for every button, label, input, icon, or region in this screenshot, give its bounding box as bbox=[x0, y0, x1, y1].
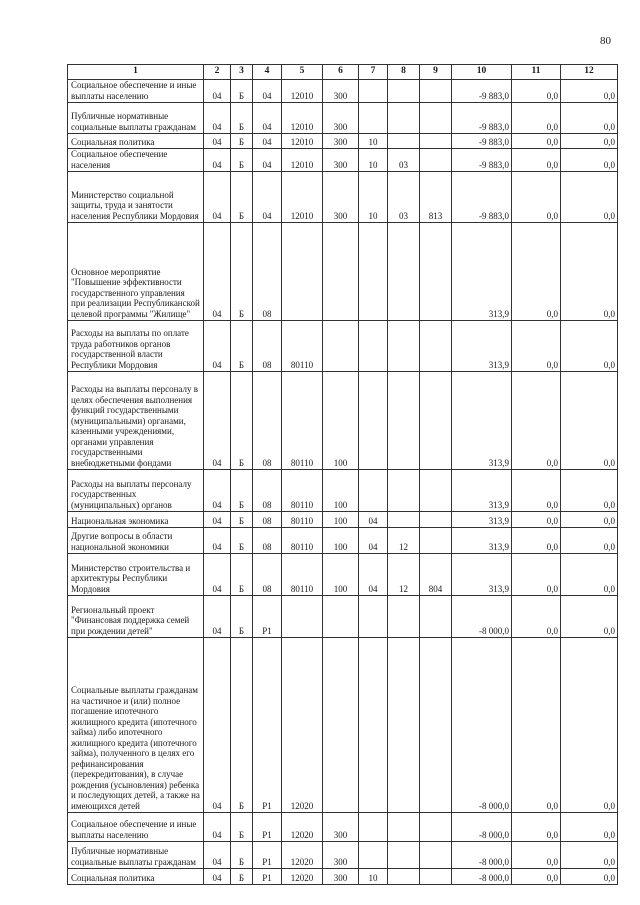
table-cell: 04 bbox=[204, 512, 231, 528]
table-cell: 0,0 bbox=[512, 172, 561, 223]
table-cell bbox=[388, 134, 420, 149]
header-row bbox=[68, 65, 618, 80]
table-cell bbox=[420, 528, 452, 554]
table-cell: 300 bbox=[323, 134, 359, 149]
table-cell: 0,0 bbox=[512, 528, 561, 554]
header-cell: 8 bbox=[388, 65, 420, 80]
table-cell: 10 bbox=[359, 149, 388, 172]
table-cell: 04 bbox=[204, 103, 231, 134]
table-cell: 313,9 bbox=[452, 223, 512, 321]
header-cell: 6 bbox=[323, 65, 359, 80]
table-row bbox=[68, 528, 618, 554]
row-label-cell: Публичные нормативные социальные выплаты гражданам bbox=[68, 842, 204, 869]
row-label-cell: Министерство строительства и архитектуры Республики Мордовия bbox=[68, 554, 204, 596]
table-cell: 04 bbox=[204, 372, 231, 470]
table-cell: 80110 bbox=[282, 512, 323, 528]
table-cell: 04 bbox=[253, 134, 282, 149]
table-cell bbox=[388, 470, 420, 512]
table-cell: -8 000,0 bbox=[452, 813, 512, 842]
table-cell: 80110 bbox=[282, 372, 323, 470]
table-cell: 0,0 bbox=[561, 223, 618, 321]
table-cell: Б bbox=[231, 470, 253, 512]
table-cell: 04 bbox=[204, 842, 231, 869]
table-cell bbox=[388, 80, 420, 103]
table-row bbox=[68, 596, 618, 638]
row-label-cell: Социальная политика bbox=[68, 134, 204, 149]
table-row bbox=[68, 149, 618, 172]
table-cell: 12 bbox=[388, 528, 420, 554]
table-cell: 08 bbox=[253, 223, 282, 321]
table-cell: 300 bbox=[323, 149, 359, 172]
table-row bbox=[68, 842, 618, 869]
row-label-cell: Расходы на выплаты персоналу государственных (муниципальных) органов bbox=[68, 470, 204, 512]
table-cell: 08 bbox=[253, 528, 282, 554]
table-cell: 04 bbox=[359, 528, 388, 554]
table-row bbox=[68, 80, 618, 103]
page-number: 80 bbox=[600, 35, 611, 47]
table-cell: 10 bbox=[359, 134, 388, 149]
table-cell: Б bbox=[231, 80, 253, 103]
table-cell bbox=[282, 596, 323, 638]
table-cell: P1 bbox=[253, 638, 282, 813]
table-cell: -8 000,0 bbox=[452, 842, 512, 869]
table-cell: 0,0 bbox=[561, 596, 618, 638]
header-cell: 10 bbox=[452, 65, 512, 80]
table-cell bbox=[388, 223, 420, 321]
table-cell bbox=[388, 638, 420, 813]
table-cell bbox=[359, 470, 388, 512]
header-cell: 9 bbox=[420, 65, 452, 80]
table-cell: 100 bbox=[323, 372, 359, 470]
table-cell: 300 bbox=[323, 103, 359, 134]
table-cell: 313,9 bbox=[452, 470, 512, 512]
table-cell: 0,0 bbox=[512, 842, 561, 869]
table-cell: 813 bbox=[420, 172, 452, 223]
table-cell bbox=[359, 321, 388, 372]
table-cell: 313,9 bbox=[452, 528, 512, 554]
table-cell: 0,0 bbox=[512, 470, 561, 512]
table-cell: Б bbox=[231, 638, 253, 813]
table-cell: Б bbox=[231, 172, 253, 223]
table-cell: 0,0 bbox=[512, 372, 561, 470]
table-row bbox=[68, 813, 618, 842]
table-cell: 313,9 bbox=[452, 512, 512, 528]
budget-table bbox=[67, 64, 618, 885]
table-cell: 0,0 bbox=[512, 512, 561, 528]
table-cell: 04 bbox=[204, 80, 231, 103]
table-cell bbox=[359, 372, 388, 470]
row-label-cell: Расходы на выплаты по оплате труда работников органов государственной власти Республики Мордовия bbox=[68, 321, 204, 372]
table-cell: 313,9 bbox=[452, 372, 512, 470]
table-cell: Б bbox=[231, 842, 253, 869]
table-cell bbox=[388, 596, 420, 638]
table-cell: -9 883,0 bbox=[452, 80, 512, 103]
table-cell: Б bbox=[231, 223, 253, 321]
table-cell: 04 bbox=[204, 596, 231, 638]
table-cell: 0,0 bbox=[561, 842, 618, 869]
table-cell: 0,0 bbox=[512, 223, 561, 321]
table-row bbox=[68, 470, 618, 512]
table-cell: 313,9 bbox=[452, 321, 512, 372]
table-cell bbox=[420, 470, 452, 512]
row-label-cell: Региональный проект "Финансовая поддержка семей при рождении детей" bbox=[68, 596, 204, 638]
header-cell: 4 bbox=[253, 65, 282, 80]
table-cell bbox=[323, 321, 359, 372]
table-cell: 80110 bbox=[282, 321, 323, 372]
table-cell: 04 bbox=[204, 134, 231, 149]
table-cell: 12020 bbox=[282, 813, 323, 842]
header-cell: 1 bbox=[68, 65, 204, 80]
table-cell: 10 bbox=[359, 869, 388, 885]
table-cell: 0,0 bbox=[512, 596, 561, 638]
table-cell: 300 bbox=[323, 813, 359, 842]
header-cell: 2 bbox=[204, 65, 231, 80]
table-row bbox=[68, 103, 618, 134]
table-cell: 0,0 bbox=[512, 149, 561, 172]
table-cell: -9 883,0 bbox=[452, 149, 512, 172]
table-cell: P1 bbox=[253, 869, 282, 885]
table-cell: 04 bbox=[253, 80, 282, 103]
table-cell: 04 bbox=[253, 149, 282, 172]
table-cell bbox=[359, 813, 388, 842]
table-cell bbox=[420, 596, 452, 638]
table-cell: 04 bbox=[204, 813, 231, 842]
table-cell: 04 bbox=[253, 172, 282, 223]
table-cell: 0,0 bbox=[561, 512, 618, 528]
table-cell: 0,0 bbox=[561, 172, 618, 223]
table-cell: 313,9 bbox=[452, 554, 512, 596]
table-row bbox=[68, 372, 618, 470]
row-label-cell: Социальные выплаты гражданам на частичное и (или) полное погашение ипотечного жилищного кредита (ипотечного займа) либо ипотечного жилищного кредита (ипотечного займа), полученного в целях его рефинансирования (перекредитования), в случае рождения (усыновления) ребенка и последующих детей, а также на имеющихся детей bbox=[68, 638, 204, 813]
table-cell: 12020 bbox=[282, 638, 323, 813]
row-label-cell: Социальная политика bbox=[68, 869, 204, 885]
table-cell: 0,0 bbox=[561, 103, 618, 134]
row-label-cell: Публичные нормативные социальные выплаты гражданам bbox=[68, 103, 204, 134]
table-cell: 08 bbox=[253, 321, 282, 372]
table-cell: 12010 bbox=[282, 149, 323, 172]
table-cell: 04 bbox=[204, 172, 231, 223]
table-row bbox=[68, 869, 618, 885]
table-cell: 0,0 bbox=[561, 813, 618, 842]
table-cell: 03 bbox=[388, 149, 420, 172]
table-cell: -8 000,0 bbox=[452, 596, 512, 638]
table-cell: 12010 bbox=[282, 172, 323, 223]
table-cell: 0,0 bbox=[561, 372, 618, 470]
table-cell: P1 bbox=[253, 842, 282, 869]
table-cell bbox=[359, 596, 388, 638]
table-cell: 12020 bbox=[282, 869, 323, 885]
table-cell: 03 bbox=[388, 172, 420, 223]
table-cell: 80110 bbox=[282, 554, 323, 596]
table-cell: 10 bbox=[359, 172, 388, 223]
table-cell: 12020 bbox=[282, 842, 323, 869]
table-cell bbox=[420, 869, 452, 885]
header-cell: 11 bbox=[512, 65, 561, 80]
row-label-cell: Расходы на выплаты персоналу в целях обеспечения выполнения функций государственными (муниципальными) органами, казенными учреждениями, органами управления государственными внебюджетными фондами bbox=[68, 372, 204, 470]
table-cell: 0,0 bbox=[561, 528, 618, 554]
table-cell: 04 bbox=[359, 512, 388, 528]
row-label-cell: Социальное обеспечение населения bbox=[68, 149, 204, 172]
row-label-cell: Другие вопросы в области национальной экономики bbox=[68, 528, 204, 554]
table-cell bbox=[388, 372, 420, 470]
table-cell: P1 bbox=[253, 596, 282, 638]
table-cell bbox=[323, 638, 359, 813]
table-cell bbox=[388, 103, 420, 134]
table-cell bbox=[359, 842, 388, 869]
table-cell: 0,0 bbox=[561, 134, 618, 149]
table-cell: -9 883,0 bbox=[452, 172, 512, 223]
table-cell bbox=[359, 638, 388, 813]
table-cell: Б bbox=[231, 528, 253, 554]
table-cell: Б bbox=[231, 372, 253, 470]
table-cell bbox=[420, 372, 452, 470]
row-label-cell: Министерство социальной защиты, труда и занятости населения Республики Мордовия bbox=[68, 172, 204, 223]
table-cell: P1 bbox=[253, 813, 282, 842]
table-cell: 12010 bbox=[282, 134, 323, 149]
table-cell: -8 000,0 bbox=[452, 869, 512, 885]
table-cell: 300 bbox=[323, 842, 359, 869]
table-cell: 300 bbox=[323, 172, 359, 223]
table-cell bbox=[420, 149, 452, 172]
table-cell: Б bbox=[231, 321, 253, 372]
table-cell: 100 bbox=[323, 528, 359, 554]
table-cell: 804 bbox=[420, 554, 452, 596]
table-row bbox=[68, 321, 618, 372]
table-row bbox=[68, 134, 618, 149]
table-cell: Б bbox=[231, 813, 253, 842]
table-row bbox=[68, 554, 618, 596]
table-cell: 04 bbox=[204, 321, 231, 372]
table-cell: -8 000,0 bbox=[452, 638, 512, 813]
table-cell: 04 bbox=[359, 554, 388, 596]
table-cell: Б bbox=[231, 512, 253, 528]
table-cell: 100 bbox=[323, 554, 359, 596]
table-cell bbox=[323, 596, 359, 638]
table-cell bbox=[388, 869, 420, 885]
table-cell: 0,0 bbox=[561, 321, 618, 372]
table-cell: 04 bbox=[204, 638, 231, 813]
table-cell bbox=[420, 512, 452, 528]
table-cell bbox=[282, 223, 323, 321]
table-cell bbox=[323, 223, 359, 321]
table-cell bbox=[420, 321, 452, 372]
table-cell: Б bbox=[231, 596, 253, 638]
table-cell: Б bbox=[231, 103, 253, 134]
table-row bbox=[68, 223, 618, 321]
table-cell bbox=[420, 80, 452, 103]
table-cell bbox=[420, 223, 452, 321]
table-cell: 0,0 bbox=[561, 80, 618, 103]
table-cell bbox=[420, 813, 452, 842]
header-cell: 3 bbox=[231, 65, 253, 80]
table-row bbox=[68, 512, 618, 528]
table-cell: 08 bbox=[253, 470, 282, 512]
table-cell: 08 bbox=[253, 554, 282, 596]
header-cell: 7 bbox=[359, 65, 388, 80]
table-cell: 0,0 bbox=[561, 638, 618, 813]
table-cell: 0,0 bbox=[512, 103, 561, 134]
table-cell: 0,0 bbox=[512, 638, 561, 813]
table-cell: 12 bbox=[388, 554, 420, 596]
table-cell: 0,0 bbox=[512, 813, 561, 842]
table-cell: 100 bbox=[323, 512, 359, 528]
row-label-cell: Национальная экономика bbox=[68, 512, 204, 528]
header-cell: 5 bbox=[282, 65, 323, 80]
table-cell: Б bbox=[231, 554, 253, 596]
table-cell: Б bbox=[231, 134, 253, 149]
table-cell: 04 bbox=[253, 103, 282, 134]
table-cell bbox=[359, 223, 388, 321]
table-cell: 0,0 bbox=[561, 149, 618, 172]
table-cell: 300 bbox=[323, 869, 359, 885]
table-cell: 04 bbox=[204, 869, 231, 885]
table-cell: 08 bbox=[253, 372, 282, 470]
table-cell: Б bbox=[231, 149, 253, 172]
table-cell: 100 bbox=[323, 470, 359, 512]
table-cell bbox=[420, 842, 452, 869]
table-cell: 12010 bbox=[282, 80, 323, 103]
table-cell: 12010 bbox=[282, 103, 323, 134]
table-cell: 0,0 bbox=[512, 554, 561, 596]
table-cell bbox=[388, 813, 420, 842]
table-cell: 0,0 bbox=[561, 869, 618, 885]
table-cell: 0,0 bbox=[512, 321, 561, 372]
table-cell: 0,0 bbox=[512, 134, 561, 149]
table-cell: 0,0 bbox=[561, 470, 618, 512]
table-cell: 300 bbox=[323, 80, 359, 103]
table-row bbox=[68, 172, 618, 223]
table-cell: 04 bbox=[204, 223, 231, 321]
table-cell bbox=[388, 512, 420, 528]
table-cell bbox=[359, 103, 388, 134]
table-cell: 04 bbox=[204, 528, 231, 554]
table-cell: 0,0 bbox=[561, 554, 618, 596]
table-cell bbox=[420, 638, 452, 813]
row-label-cell: Основное мероприятие "Повышение эффективности государственного управления при реализации Республиканской целевой программы "Жилище" bbox=[68, 223, 204, 321]
header-cell: 12 bbox=[561, 65, 618, 80]
table-row bbox=[68, 638, 618, 813]
table-cell: 80110 bbox=[282, 470, 323, 512]
table-cell: 04 bbox=[204, 554, 231, 596]
table-cell bbox=[420, 134, 452, 149]
table-cell: 04 bbox=[204, 149, 231, 172]
table-cell: Б bbox=[231, 869, 253, 885]
table-cell bbox=[388, 321, 420, 372]
table-cell bbox=[420, 103, 452, 134]
table-cell: 80110 bbox=[282, 528, 323, 554]
table-cell bbox=[359, 80, 388, 103]
table-cell: 0,0 bbox=[512, 80, 561, 103]
table-cell: -9 883,0 bbox=[452, 134, 512, 149]
table-cell: 0,0 bbox=[512, 869, 561, 885]
table-cell: -9 883,0 bbox=[452, 103, 512, 134]
table-cell: 04 bbox=[204, 470, 231, 512]
table-cell bbox=[388, 842, 420, 869]
row-label-cell: Социальное обеспечение и иные выплаты населению bbox=[68, 80, 204, 103]
row-label-cell: Социальное обеспечение и иные выплаты населению bbox=[68, 813, 204, 842]
table-cell: 08 bbox=[253, 512, 282, 528]
